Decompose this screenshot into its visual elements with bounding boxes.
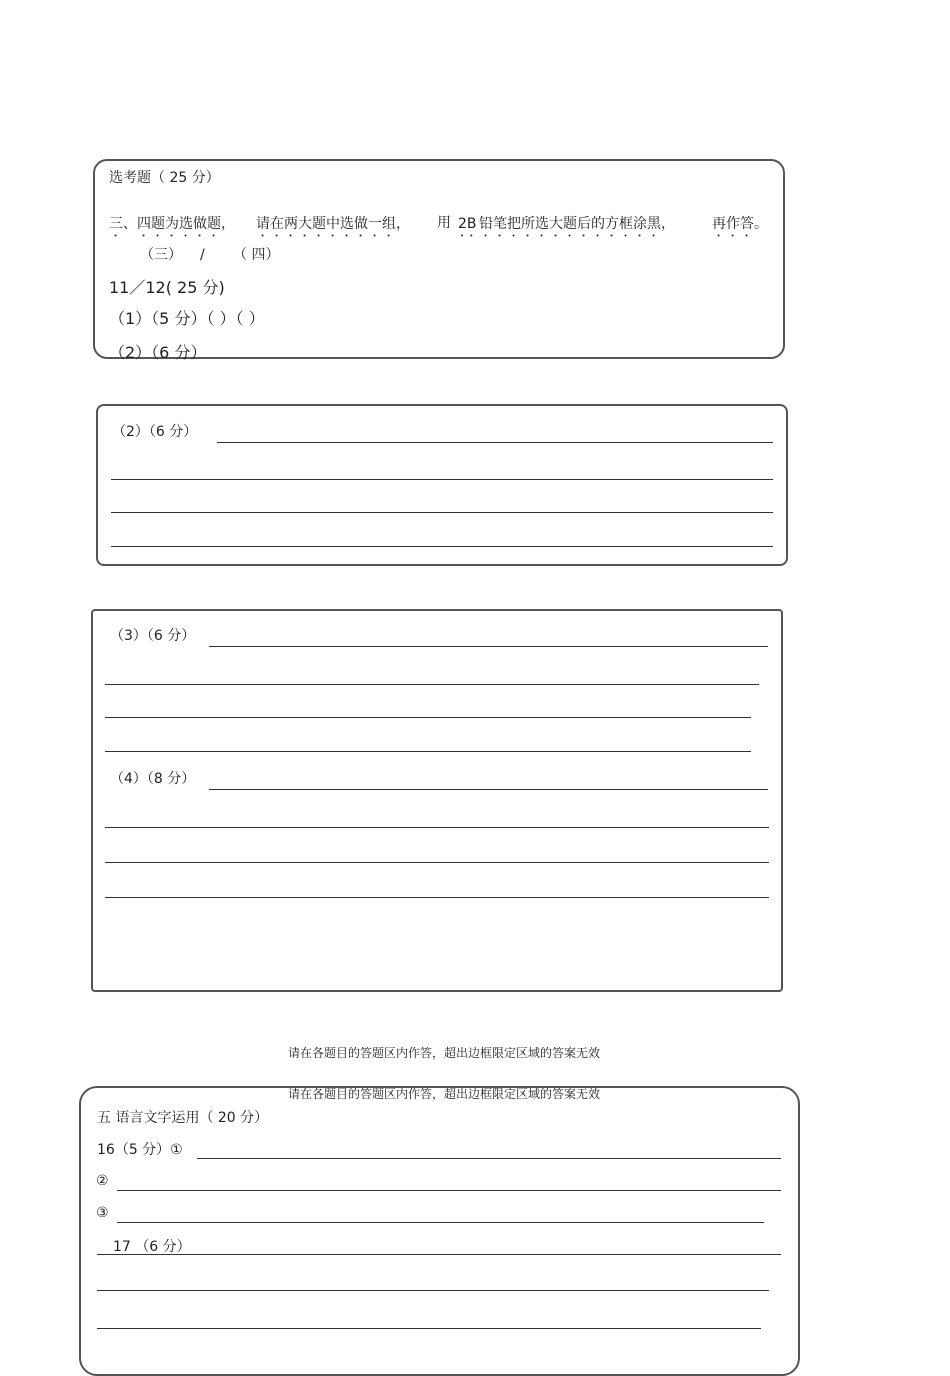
elective-instruction-text-d: 2B (458, 216, 477, 232)
answer-line[interactable] (111, 479, 773, 480)
elective-instruction-text-b: 请在两大题中选做一组， (256, 216, 410, 232)
question-1-answer[interactable]: （1）（5 分）（ ）（ ） (109, 309, 265, 328)
answer-line[interactable] (209, 789, 768, 790)
answer-line[interactable] (97, 1254, 781, 1255)
elective-instruction-text-a: 三、四题为选做题， (109, 216, 235, 232)
elective-section-box (93, 159, 785, 362)
answer-box-q3-q4 (91, 609, 783, 992)
question-2-label: （2）（6 分） (112, 424, 198, 440)
question-17-label: 17 （6 分） (113, 1239, 191, 1255)
choice-three-checkbox[interactable]: （三） (140, 247, 182, 263)
answer-line[interactable] (105, 897, 769, 898)
question-11-12-heading: 11／12( 25 分) (109, 278, 225, 297)
boundary-notice-top: 请在各题目的答题区内作答，超出边框限定区域的答案无效 (288, 1046, 601, 1060)
elective-instruction-part-d (458, 216, 477, 240)
boundary-notice-bottom: 请在各题目的答题区内作答，超出边框限定区域的答案无效 (288, 1087, 601, 1101)
section-five-title: 五 语言文字运用（ 20 分） (97, 1110, 269, 1126)
elective-instruction-part-b (256, 216, 410, 240)
choice-separator: / (200, 247, 205, 263)
question-16-label: 16（5 分）① (97, 1142, 183, 1158)
answer-line[interactable] (217, 442, 773, 443)
choice-four-checkbox[interactable]: （ 四） (233, 247, 280, 263)
answer-box-q2 (96, 404, 788, 566)
answer-line[interactable] (197, 1158, 781, 1159)
elective-instruction-part-f (712, 216, 768, 240)
question-2-label-overflow: （2）（6 分） (109, 343, 207, 362)
answer-line[interactable] (105, 862, 769, 863)
answer-line[interactable] (117, 1190, 781, 1191)
answer-line[interactable] (111, 512, 773, 513)
answer-line[interactable] (105, 827, 769, 828)
blank-3-marker: ③ (96, 1205, 109, 1221)
answer-line[interactable] (209, 646, 768, 647)
answer-line[interactable] (117, 1222, 764, 1223)
answer-line[interactable] (105, 751, 751, 752)
answer-line[interactable] (97, 1328, 761, 1329)
answer-line[interactable] (97, 1290, 769, 1291)
question-3-label: （3）（6 分） (110, 628, 196, 644)
answer-line[interactable] (111, 546, 773, 547)
blank-2-marker: ② (96, 1173, 109, 1189)
question-4-label: （4）（8 分） (110, 771, 196, 787)
answer-line[interactable] (105, 717, 751, 718)
elective-instruction-text-f: 再作答。 (712, 216, 768, 232)
answer-line[interactable] (105, 684, 759, 685)
elective-instruction-part-c: 用 (437, 215, 451, 231)
elective-instruction-part-a (109, 216, 235, 240)
elective-instruction-part-e (479, 216, 675, 240)
section-five-box (79, 1086, 800, 1376)
elective-instruction-text-e: 铅笔把所选大题后的方框涂黑， (479, 216, 675, 232)
elective-title: 选考题（ 25 分） (109, 170, 220, 186)
